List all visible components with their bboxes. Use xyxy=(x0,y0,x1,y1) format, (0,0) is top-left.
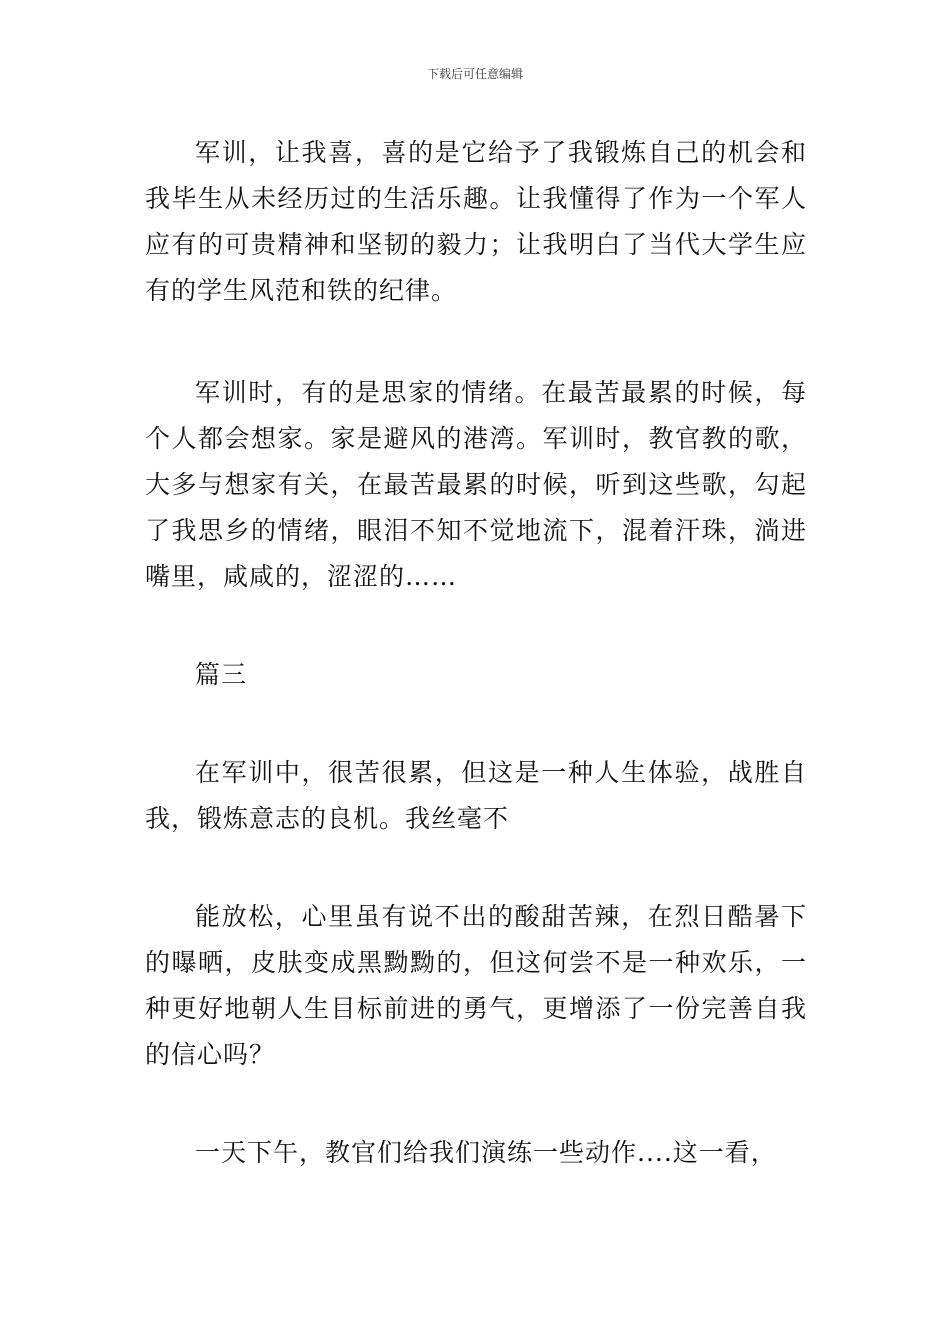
paragraph-4: 能放松，心里虽有说不出的酸甜苦辣，在烈日酷暑下的曝晒，皮肤变成黑黝黝的，但这何尝不是一种欢乐，一种更好地朝人生目标前进的勇气，更增添了一份完善自我的信心吗？ xyxy=(145,902,807,1069)
paragraph-gap xyxy=(145,1078,807,1130)
paragraph-gap xyxy=(145,842,807,894)
document-body xyxy=(145,130,807,1176)
paragraph-3: 在军训中，很苦很累，但这是一种人生体验，战胜自我，锻炼意志的良机。我丝毫不 xyxy=(145,758,807,833)
page-header: 下载后可任意编辑 xyxy=(426,67,523,81)
paragraph-gap xyxy=(145,314,807,370)
paragraph-gap xyxy=(145,698,807,750)
paragraph-5: 一天下午，教官们给我们演练一些动作....这一看， xyxy=(195,1138,777,1167)
paragraph-gap xyxy=(145,600,807,652)
paragraph-1: 军训，让我喜，喜的是它给予了我锻炼自己的机会和我毕生从未经历过的生活乐趣。让我懂得了作为一个军人应有的可贵精神和坚韧的毅力；让我明白了当代大学生应有的学生风范和铁的纪律。 xyxy=(145,138,807,305)
paragraph-2: 军训时，有的是思家的情绪。在最苦最累的时候，每个人都会想家。家是避风的港湾。军训时，教官教的歌，大多与想家有关，在最苦最累的时候，听到这些歌，勾起了我思乡的情绪，眼泪不知不觉地流下，混着汗珠，淌进嘴里，咸咸的，涩涩的…… xyxy=(145,378,807,591)
section-title: 篇三 xyxy=(195,660,248,689)
